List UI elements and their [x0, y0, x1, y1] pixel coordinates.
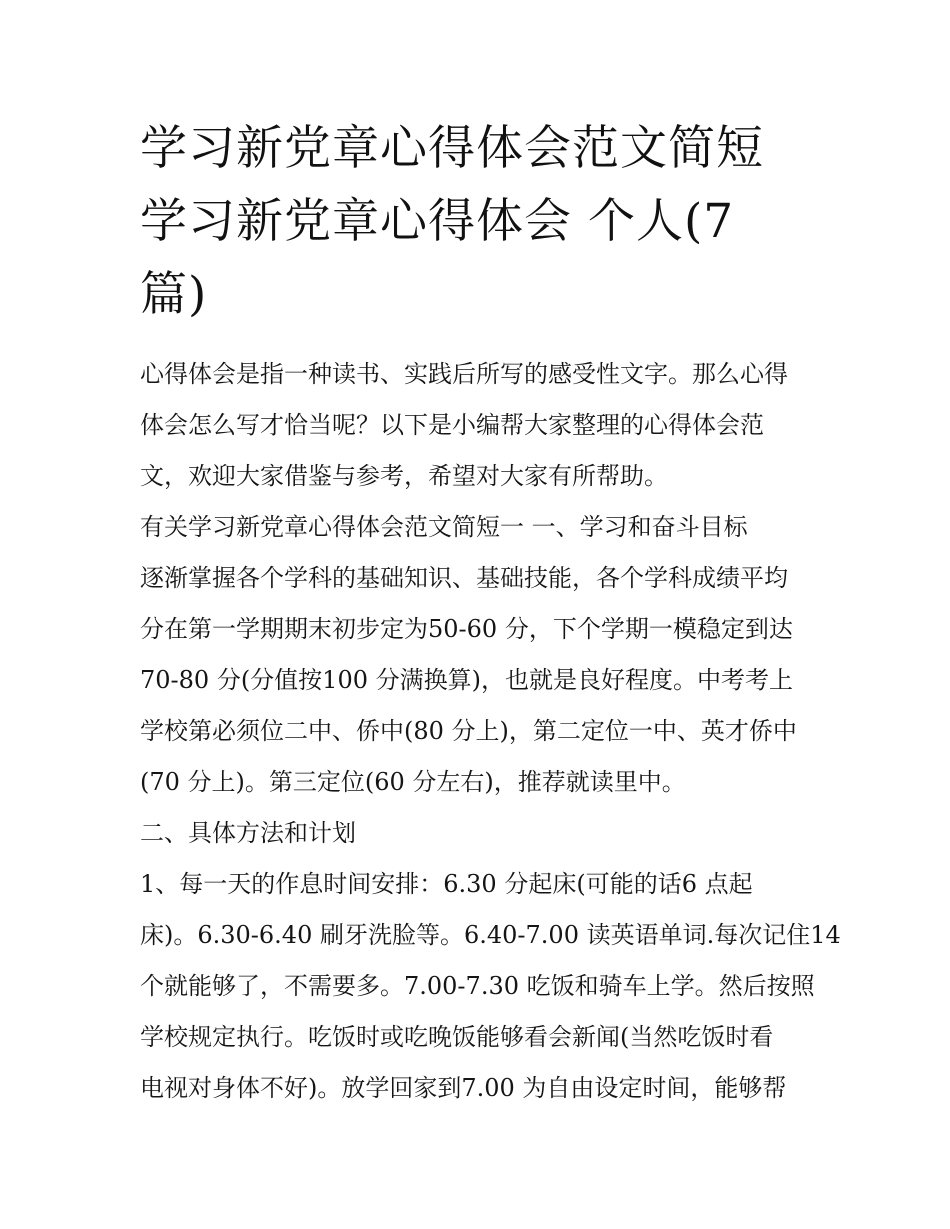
body-line-12: 床)。6.30-6.40 刷牙洗脸等。6.40-7.00 读英语单词.每次记住14 — [140, 921, 841, 949]
body-line-10: 二、具体方法和计划 — [140, 819, 356, 847]
body-line-7: 70-80 分(分值按100 分满换算)，也就是良好程度。中考考上 — [140, 666, 793, 694]
body-line-15: 电视对身体不好)。放学回家到7.00 为自由设定时间，能够帮 — [140, 1074, 787, 1102]
body-line-6: 分在第一学期期末初步定为50-60 分，下个学期一模稳定到达 — [140, 615, 793, 643]
body-line-1: 心得体会是指一种读书、实践后所写的感受性文字。那么心得 — [140, 360, 788, 388]
body-line-9: (70 分上)。第三定位(60 分左右)，推荐就读里中。 — [140, 768, 686, 796]
body-line-13: 个就能够了，不需要多。7.00-7.30 吃饭和骑车上学。然后按照 — [140, 972, 815, 1000]
body-line-3: 文，欢迎大家借鉴与参考，希望对大家有所帮助。 — [140, 462, 668, 490]
body-line-11: 1、每一天的作息时间安排：6.30 分起床(可能的话6 点起 — [140, 870, 753, 898]
body-line-2: 体会怎么写才恰当呢？以下是小编帮大家整理的心得体会范 — [140, 411, 764, 439]
body-line-5: 逐渐掌握各个学科的基础知识、基础技能，各个学科成绩平均 — [140, 564, 788, 592]
title-line-3: 篇) — [140, 267, 208, 322]
document-body — [140, 349, 841, 1114]
title-line-1: 学习新党章心得体会范文简短 — [140, 121, 764, 176]
title-line-2: 学习新党章心得体会 个人(7 — [140, 194, 735, 249]
body-line-4: 有关学习新党章心得体会范文简短一 一、学习和奋斗目标 — [140, 513, 748, 541]
body-line-14: 学校规定执行。吃饭时或吃晚饭能够看会新闻(当然吃饭时看 — [140, 1023, 774, 1051]
body-line-8: 学校第必须位二中、侨中(80 分上)，第二定位一中、英才侨中 — [140, 717, 797, 745]
document-title — [140, 112, 820, 331]
document-content — [140, 112, 841, 1114]
